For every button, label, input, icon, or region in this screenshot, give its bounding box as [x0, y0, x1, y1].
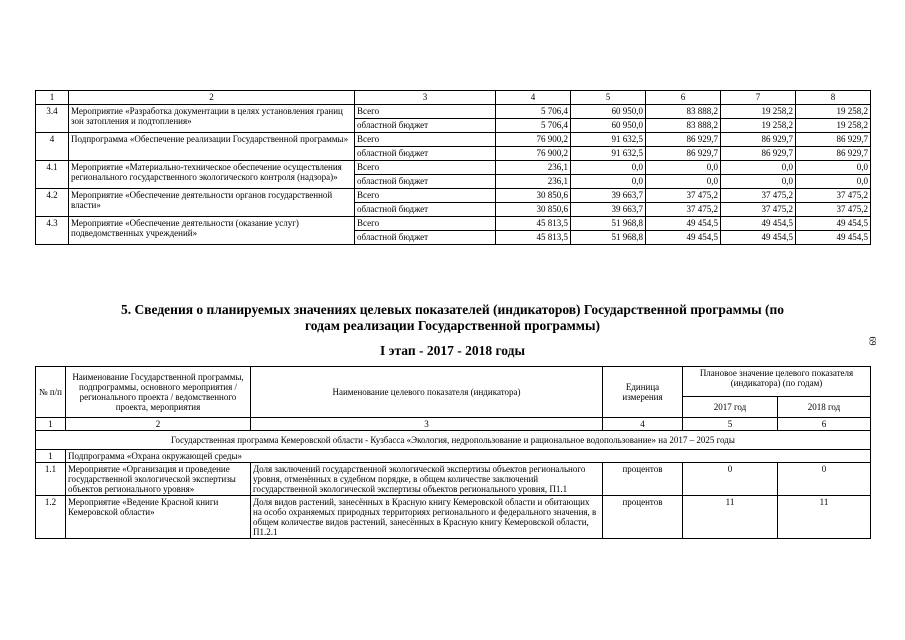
table-row: [36, 217, 871, 231]
funding-value: 49 454,5: [646, 217, 721, 231]
year-2017-header: 2017 год: [683, 397, 778, 418]
row-name: Мероприятие «Ведение Красной книги Кемеровской области»: [66, 496, 251, 539]
col-index: 3: [355, 91, 496, 105]
funding-value: 45 813,5: [496, 231, 571, 245]
funding-source: Всего: [355, 217, 496, 231]
funding-table: [35, 90, 871, 245]
funding-value: 37 475,2: [646, 203, 721, 217]
funding-value: 39 663,7: [571, 189, 646, 203]
col-unit-header: Единица измерения: [603, 367, 683, 418]
section-heading: 5. Сведения о планируемых значениях целевых показателей (индикаторов) Государственной программы (по годам реализации Государственной программы): [120, 302, 785, 333]
unit: процентов: [603, 463, 683, 496]
col-name-header: Наименование Государственной программы, подпрограммы, основного мероприятия / регионального проекта / ведомственного проекта, мероприятия: [66, 367, 251, 418]
funding-source: областной бюджет: [355, 175, 496, 189]
row-number: 1.1: [36, 463, 66, 496]
funding-source: областной бюджет: [355, 231, 496, 245]
funding-value: 30 850,6: [496, 189, 571, 203]
subprogram-num: 1: [36, 450, 66, 463]
funding-value: 19 258,2: [796, 105, 871, 119]
funding-value: 0,0: [571, 161, 646, 175]
funding-value: 51 968,8: [571, 231, 646, 245]
value-2018: 11: [778, 496, 871, 539]
col-index: 7: [721, 91, 796, 105]
funding-value: 91 632,5: [571, 147, 646, 161]
row-name: Мероприятие «Обеспечение деятельности (оказание услуг) подведомственных учреждений»: [69, 217, 355, 245]
row-number: 4.2: [36, 189, 69, 217]
funding-value: 37 475,2: [796, 189, 871, 203]
funding-source: Всего: [355, 189, 496, 203]
table-row: [36, 189, 871, 203]
row-number: 4: [36, 133, 69, 161]
row-name: Мероприятие «Организация и проведение государственной экологической экспертизы объектов регионального уровня»: [66, 463, 251, 496]
indicator-name: Доля видов растений, занесённых в Красную книгу Кемеровской области и обитающих на особо охраняемых природных территориях регионального и федерального значения, в общем количестве видов растений, занесённых в Красную книгу Кемеровской области, П1.2.1: [251, 496, 603, 539]
row-number: 4.1: [36, 161, 69, 189]
funding-value: 0,0: [646, 161, 721, 175]
funding-value: 49 454,5: [721, 231, 796, 245]
funding-value: 0,0: [721, 161, 796, 175]
funding-source: областной бюджет: [355, 119, 496, 133]
funding-value: 86 929,7: [721, 147, 796, 161]
funding-source: Всего: [355, 105, 496, 119]
funding-value: 49 454,5: [796, 217, 871, 231]
funding-value: 51 968,8: [571, 217, 646, 231]
funding-value: 5 706,4: [496, 105, 571, 119]
table-header-row: [36, 91, 871, 105]
year-2018-header: 2018 год: [778, 397, 871, 418]
col-index: 5: [571, 91, 646, 105]
funding-value: 0,0: [796, 175, 871, 189]
indicators-table: [35, 366, 871, 539]
funding-value: 86 929,7: [796, 133, 871, 147]
col-index: 2: [66, 418, 251, 431]
table-row: [36, 496, 871, 539]
funding-value: 49 454,5: [721, 217, 796, 231]
funding-value: 0,0: [646, 175, 721, 189]
funding-value: 37 475,2: [721, 189, 796, 203]
funding-value: 60 950,0: [571, 105, 646, 119]
row-name: Мероприятие «Разработка документации в целях установления границ зон затопления и подтопления»: [69, 105, 355, 133]
subprogram-title: Подпрограмма «Охрана окружающей среды»: [66, 450, 871, 463]
funding-value: 49 454,5: [796, 231, 871, 245]
table-row: [36, 133, 871, 147]
col-index: 2: [69, 91, 355, 105]
col-index: 6: [778, 418, 871, 431]
funding-value: 91 632,5: [571, 133, 646, 147]
value-2017: 11: [683, 496, 778, 539]
funding-value: 76 900,2: [496, 147, 571, 161]
funding-value: 5 706,4: [496, 119, 571, 133]
program-row: [36, 431, 871, 450]
funding-value: 0,0: [721, 175, 796, 189]
row-number: 3.4: [36, 105, 69, 133]
table-row: [36, 463, 871, 496]
funding-value: 60 950,0: [571, 119, 646, 133]
row-name: Мероприятие «Обеспечение деятельности органов государственной власти»: [69, 189, 355, 217]
program-title: Государственная программа Кемеровской области - Кузбасса «Экология, недропользование и рациональное водопользование» на 2017 – 2025 годы: [36, 431, 871, 450]
funding-value: 19 258,2: [796, 119, 871, 133]
funding-value: 45 813,5: [496, 217, 571, 231]
funding-value: 37 475,2: [646, 189, 721, 203]
value-2017: 0: [683, 463, 778, 496]
indicator-name: Доля заключений государственной экологической экспертизы объектов регионального уровня, отменённых в судебном порядке, в общем количестве заключений государственной экологической экспертизы объектов регионального уровня, П1.1: [251, 463, 603, 496]
funding-value: 19 258,2: [721, 119, 796, 133]
funding-value: 76 900,2: [496, 133, 571, 147]
row-name: Мероприятие «Материально-техническое обеспечение осуществления регионального государственного экологического контроля (надзора)»: [69, 161, 355, 189]
col-num-header: № п/п: [36, 367, 66, 418]
funding-value: 49 454,5: [646, 231, 721, 245]
funding-source: Всего: [355, 133, 496, 147]
funding-source: Всего: [355, 161, 496, 175]
col-index: 3: [251, 418, 603, 431]
funding-value: 39 663,7: [571, 203, 646, 217]
funding-value: 19 258,2: [721, 105, 796, 119]
stage-heading: I этап - 2017 - 2018 годы: [380, 343, 525, 358]
table-header-row: [36, 367, 871, 397]
funding-value: 236,1: [496, 175, 571, 189]
funding-value: 0,0: [571, 175, 646, 189]
unit: процентов: [603, 496, 683, 539]
funding-value: 83 888,2: [646, 119, 721, 133]
col-plan-header: Плановое значение целевого показателя (индикатора) (по годам): [683, 367, 871, 397]
col-indicator-header: Наименование целевого показателя (индикатора): [251, 367, 603, 418]
subprogram-row: [36, 450, 871, 463]
table-row: [36, 105, 871, 119]
funding-source: областной бюджет: [355, 147, 496, 161]
funding-value: 30 850,6: [496, 203, 571, 217]
col-index: 5: [683, 418, 778, 431]
table-row: [36, 161, 871, 175]
funding-value: 37 475,2: [721, 203, 796, 217]
funding-value: 86 929,7: [721, 133, 796, 147]
value-2018: 0: [778, 463, 871, 496]
col-index: 4: [603, 418, 683, 431]
col-index: 8: [796, 91, 871, 105]
col-index: 1: [36, 418, 66, 431]
col-index: 4: [496, 91, 571, 105]
col-index: 1: [36, 91, 69, 105]
row-name: Подпрограмма «Обеспечение реализации Государственной программы»: [69, 133, 355, 161]
row-number: 1.2: [36, 496, 66, 539]
funding-value: 86 929,7: [646, 133, 721, 147]
funding-value: 37 475,2: [796, 203, 871, 217]
row-number: 4.3: [36, 217, 69, 245]
funding-value: 86 929,7: [796, 147, 871, 161]
page-number: 69: [867, 336, 878, 346]
funding-value: 236,1: [496, 161, 571, 175]
col-index: 6: [646, 91, 721, 105]
funding-value: 83 888,2: [646, 105, 721, 119]
funding-value: 86 929,7: [646, 147, 721, 161]
funding-value: 0,0: [796, 161, 871, 175]
funding-source: областной бюджет: [355, 203, 496, 217]
table-index-row: [36, 418, 871, 431]
